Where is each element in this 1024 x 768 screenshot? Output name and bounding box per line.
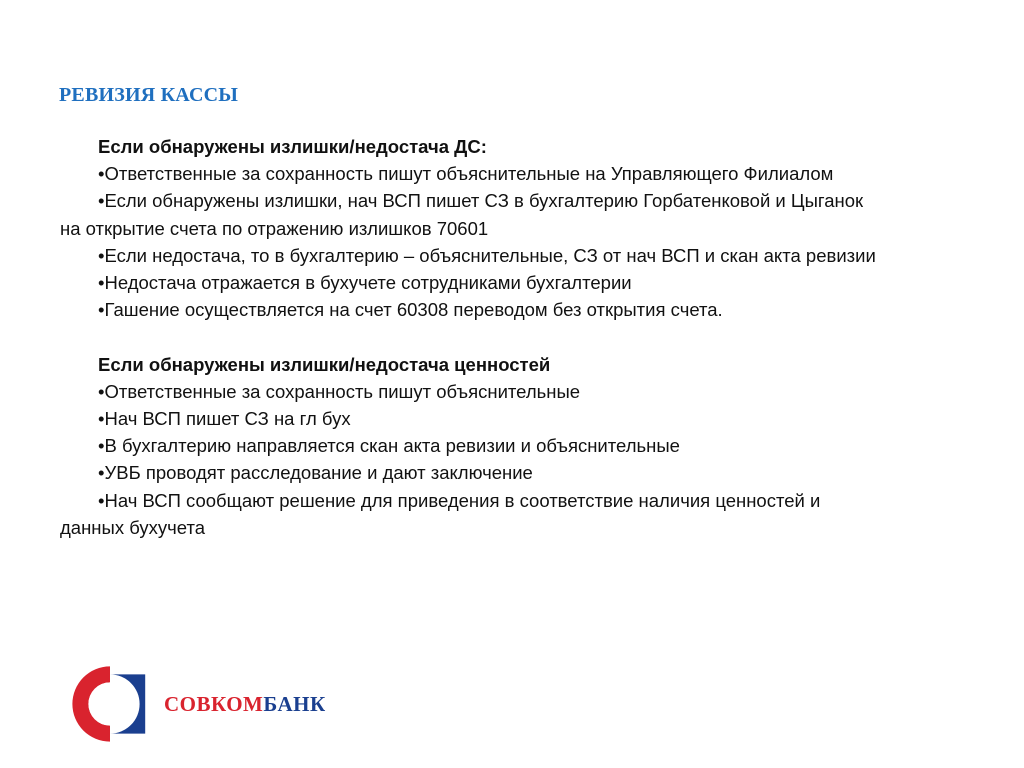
slide-body — [60, 133, 970, 541]
list-item: •УВБ проводят расследование и дают заключение — [98, 462, 533, 484]
section-spacer — [60, 323, 970, 350]
list-item: •Если обнаружены излишки, нач ВСП пишет СЗ в бухгалтерию Горбатенковой и Цыганок — [98, 190, 864, 212]
sovcombank-logo — [70, 664, 326, 744]
sovcombank-logo-icon — [70, 664, 150, 744]
list-item: •Нач ВСП пишет СЗ на гл бух — [98, 408, 351, 430]
list-item: •Если недостача, то в бухгалтерию – объяснительные, СЗ от нач ВСП и скан акта ревизии — [98, 244, 876, 266]
list-item: •Ответственные за сохранность пишут объяснительные — [98, 380, 581, 402]
list-item-continuation: на открытие счета по отражению излишков 70601 — [60, 217, 489, 239]
logo-text — [164, 692, 326, 717]
slide-title: РЕВИЗИЯ КАССЫ — [59, 84, 239, 106]
list-item-continuation: данных бухучета — [60, 516, 206, 538]
logo-text-part2: БАНК — [263, 691, 326, 716]
section-heading-cash: Если обнаружены излишки/недостача ДС: — [98, 136, 487, 157]
logo-text-part1: СОВКОМ — [164, 691, 264, 716]
list-item: •Гашение осуществляется на счет 60308 переводом без открытия счета. — [98, 299, 723, 321]
list-item: •Нач ВСП сообщают решение для приведения в соответствие наличия ценностей и — [98, 489, 821, 511]
list-item: •Недостача отражается в бухучете сотрудниками бухгалтерии — [98, 272, 632, 294]
list-item: •В бухгалтерию направляется скан акта ревизии и объяснительные — [98, 435, 680, 457]
list-item: •Ответственные за сохранность пишут объяснительные на Управляющего Филиалом — [98, 163, 834, 185]
section-heading-valuables: Если обнаружены излишки/недостача ценностей — [98, 353, 551, 375]
